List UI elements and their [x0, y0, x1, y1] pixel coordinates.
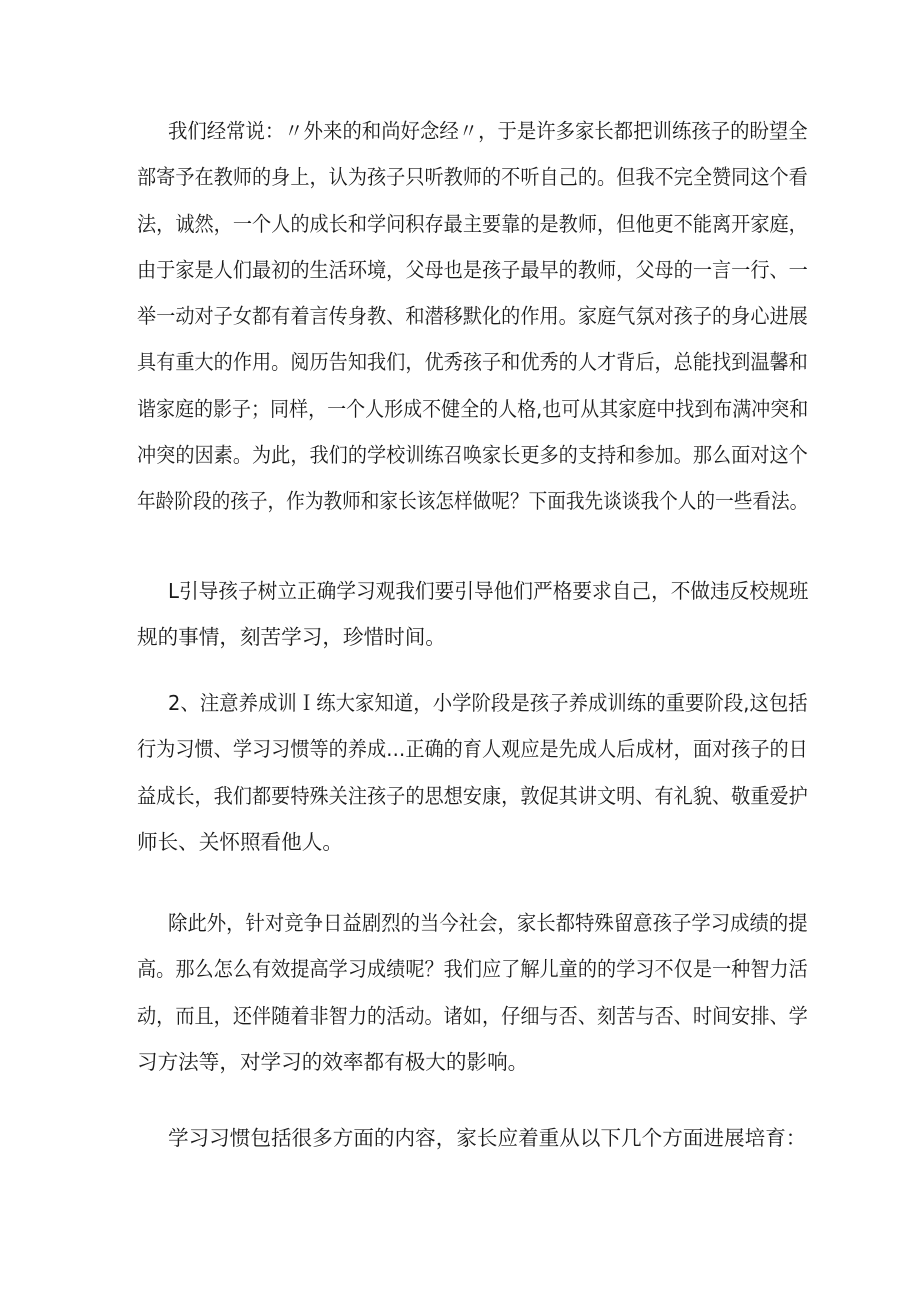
text-line: 益成长，我们都要特殊关注孩子的思想安康，敦促其讲文明、有礼貌、敬重爱护: [137, 783, 808, 808]
text-line: 学习习惯包括很多方面的内容，家长应着重从以下几个方面进展培育：: [168, 1126, 807, 1150]
text-line: 部寄予在教师的身上，认为孩子只听教师的不听自己的。但我不完全赞同这个看: [137, 165, 808, 190]
text-line: 由于家是人们最初的生活环境，父母也是孩子最早的教师，父母的一言一行、一: [137, 257, 808, 282]
text-line: L引导孩子树立正确学习观我们要引导他们严格要求自己，不做违反校规班: [168, 579, 809, 603]
text-line: 年龄阶段的孩子，作为教师和家长该怎样做呢？下面我先谈谈我个人的一些看法。: [137, 489, 809, 514]
paragraph-intro: [137, 108, 809, 525]
text-line: 动，而且，还伴随着非智力的活动。诸如，仔细与否、刻苦与否、时间安排、学: [137, 1003, 808, 1028]
text-line: 高。那么怎么有效提高学习成绩呢？我们应了解儿童的的学习不仅是一种智力活: [137, 957, 808, 982]
paragraph-point-2: [137, 680, 808, 865]
paragraph-grades: [137, 900, 808, 1085]
paragraph-point-1: [137, 568, 809, 661]
text-line: 2、注意养成训Ｉ练大家知道，小学阶段是孩子养成训练的重要阶段,这包括: [168, 691, 808, 715]
text-line: 师长、关怀照看他人。: [137, 829, 343, 854]
text-line: 规的事情，刻苦学习，珍惜时间。: [137, 625, 446, 650]
text-line: 习方法等，对学习的效率都有极大的影响。: [137, 1049, 529, 1074]
text-line: 具有重大的作用。阅历告知我们，优秀孩子和优秀的人才背后，总能找到温馨和: [137, 350, 808, 375]
text-line: 法，诚然，一个人的成长和学问积存最主要靠的是教师，但他更不能离开家庭，: [137, 211, 808, 236]
text-line: 除此外，针对竞争日益剧烈的当今社会，家长都特殊留意孩子学习成绩的提: [168, 911, 808, 935]
text-line: 我们经常说：〃外来的和尚好念经〃，于是许多家长都把训练孩子的盼望全: [168, 119, 808, 143]
paragraph-habits: [168, 1115, 808, 1161]
text-line: 冲突的因素。为此，我们的学校训练召唤家长更多的支持和参加。那么面对这个: [137, 443, 808, 468]
text-line: 举一动对子女都有着言传身教、和潜移默化的作用。家庭气氛对孩子的身心进展: [137, 304, 808, 329]
text-line: 行为习惯、学习习惯等的养成…正确的育人观应是先成人后成材，面对孩子的日: [137, 737, 808, 762]
text-line: 谐家庭的影子；同样，一个人形成不健全的人格,也可从其家庭中找到布满冲突和: [137, 396, 809, 421]
